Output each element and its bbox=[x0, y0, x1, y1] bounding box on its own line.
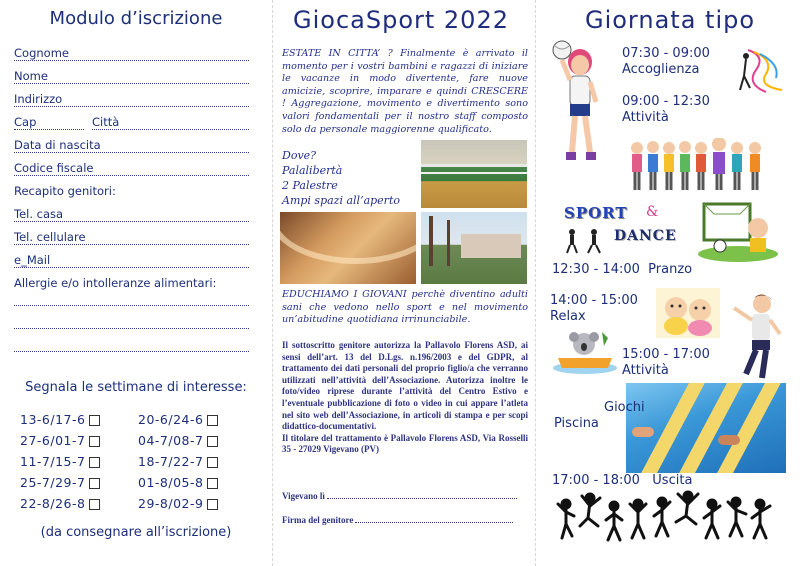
tel-cellulare-field[interactable]: Tel. cellulare bbox=[14, 230, 249, 245]
place-date-line[interactable]: Vigevano lì bbox=[282, 491, 517, 501]
silhouettes-icon bbox=[564, 228, 608, 254]
checkbox[interactable] bbox=[207, 499, 218, 510]
gym-photo bbox=[280, 212, 416, 284]
indirizzo-field[interactable]: Indirizzo bbox=[14, 92, 249, 107]
ribbon-dancer-illustration bbox=[736, 46, 788, 96]
cap-field[interactable]: Cap bbox=[14, 115, 84, 130]
week-option[interactable]: 11-7/15-7 bbox=[20, 454, 100, 469]
checkbox[interactable] bbox=[207, 436, 218, 447]
fold-line-left bbox=[272, 0, 273, 566]
water-slide-photo bbox=[626, 383, 786, 473]
checkbox[interactable] bbox=[207, 457, 218, 468]
where-question: Dove? bbox=[282, 149, 317, 162]
checkbox[interactable] bbox=[89, 478, 100, 489]
slot-relax: 14:00 - 15:00 Relax bbox=[550, 293, 638, 324]
week-option[interactable]: 27-6/01-7 bbox=[20, 433, 100, 448]
arena-photo bbox=[421, 140, 527, 208]
intro-text: ESTATE IN CITTA’ ? Finalmente è arrivato il momento per i vostri bambini e ragazzi di iniziare le vacanze in modo divertente, fare nuove amicizie, scoprire, imparare e quindi CRESCERE ! Aggregazione, movimento e divertimento sono valori fondamentali per il nostro staff composto solo da personale maggiorenne qualificato. bbox=[282, 48, 528, 135]
week-option[interactable]: 22-8/26-8 bbox=[20, 496, 100, 511]
checkbox[interactable] bbox=[89, 436, 100, 447]
checkbox[interactable] bbox=[207, 415, 218, 426]
slot-uscita: 17:00 - 18:00 Uscita bbox=[552, 473, 693, 488]
slot-attivita-afternoon: 15:00 - 17:00 Attività bbox=[622, 347, 710, 378]
sport-logo-text: SPORT bbox=[564, 204, 628, 222]
slot-attivita-morning: 09:00 - 12:30 Attività bbox=[622, 94, 710, 125]
checkbox[interactable] bbox=[89, 457, 100, 468]
allergie-line-1[interactable] bbox=[14, 304, 249, 306]
where-palaliberta: Palalibertà bbox=[282, 164, 343, 177]
dance-logo-text: DANCE bbox=[614, 228, 677, 244]
jumping-silhouettes-illustration bbox=[556, 490, 780, 546]
checkbox[interactable] bbox=[89, 499, 100, 510]
parent-signature-line[interactable]: Firma del genitore bbox=[282, 515, 513, 525]
slot-accoglienza: 07:30 - 09:00 Accoglienza bbox=[622, 46, 710, 77]
info-title: GiocaSport 2022 bbox=[293, 6, 509, 34]
week-option[interactable]: 04-7/08-7 bbox=[138, 433, 218, 448]
allergie-line-3[interactable] bbox=[14, 350, 249, 352]
slot-pranzo: 12:30 - 14:00 Pranzo bbox=[552, 262, 693, 277]
tel-casa-field[interactable]: Tel. casa bbox=[14, 207, 249, 222]
recapito-label: Recapito genitori: bbox=[14, 184, 116, 198]
where-outdoor: Ampi spazi all’aperto bbox=[282, 194, 400, 207]
outdoor-photo bbox=[421, 212, 527, 284]
nome-field[interactable]: Nome bbox=[14, 69, 249, 84]
privacy-owner: Il titolare del trattamento è Pallavolo Florens ASD, Via Rosselli 35 - 27029 Vigevano (PV) bbox=[282, 432, 528, 455]
where-block bbox=[282, 148, 400, 208]
babies-cartoon-illustration bbox=[656, 288, 720, 338]
week-option[interactable]: 20-6/24-6 bbox=[138, 412, 218, 427]
where-palestre: 2 Palestre bbox=[282, 179, 338, 192]
codice-fiscale-field[interactable]: Codice fiscale bbox=[14, 161, 249, 176]
week-option[interactable]: 18-7/22-7 bbox=[138, 454, 218, 469]
week-option[interactable]: 29-8/02-9 bbox=[138, 496, 218, 511]
email-field[interactable]: e_Mail bbox=[14, 253, 249, 268]
volleyball-girl-illustration bbox=[548, 40, 608, 170]
privacy-authorization: Il sottoscritto genitore autorizza la Pallavolo Florens ASD, ai sensi dell’art. 13 del D.Lgs. n.196/2003 e del GDPR, al trattamento dei dati personali del proprio figlio/a che verranno utilizzati nell’attività dell’Associazione. Autorizza inoltre le foto/video riprese durante l’attività del Centro Estivo e l’eventuale pubblicazione di foto o video in cui appare l’atleta nel sito web dell’Associazione, in articoli di stampa e per scopi didattico-documentativi. bbox=[282, 340, 528, 432]
weeks-title: Segnala le settimane di interesse: bbox=[25, 380, 247, 395]
educ-text: EDUCHIAMO I GIOVANI perchè diventino adulti sani che vedono nello sport e nel movimento un’abitudine quotidiana irrinunciabile. bbox=[282, 289, 528, 326]
delivery-note: (da consegnare all’iscrizione) bbox=[40, 525, 232, 540]
cognome-field[interactable]: Cognome bbox=[14, 46, 249, 61]
data-nascita-field[interactable]: Data di nascita bbox=[14, 138, 249, 153]
schedule-title: Giornata tipo bbox=[584, 6, 756, 34]
logo-ampersand: & bbox=[646, 204, 659, 220]
form-title: Modulo d’iscrizione bbox=[49, 8, 223, 29]
soccer-cartoon-illustration bbox=[696, 198, 780, 262]
koala-cartoon-illustration bbox=[552, 328, 618, 374]
checkbox[interactable] bbox=[207, 478, 218, 489]
fold-line-right bbox=[535, 0, 536, 566]
allergie-label: Allergie e/o intolleranze alimentari: bbox=[14, 276, 217, 290]
week-option[interactable]: 25-7/29-7 bbox=[20, 475, 100, 490]
privacy-text bbox=[282, 340, 528, 456]
citta-field[interactable]: Città bbox=[92, 115, 249, 130]
slot-piscina: Giochi Piscina bbox=[554, 400, 645, 431]
week-option[interactable]: 01-8/05-8 bbox=[138, 475, 218, 490]
dancing-girl-illustration bbox=[728, 290, 784, 386]
week-option[interactable]: 13-6/17-6 bbox=[20, 412, 100, 427]
checkbox[interactable] bbox=[89, 415, 100, 426]
sport-dance-logo bbox=[562, 204, 686, 254]
allergie-line-2[interactable] bbox=[14, 327, 249, 329]
kids-stretching-illustration bbox=[627, 138, 775, 194]
